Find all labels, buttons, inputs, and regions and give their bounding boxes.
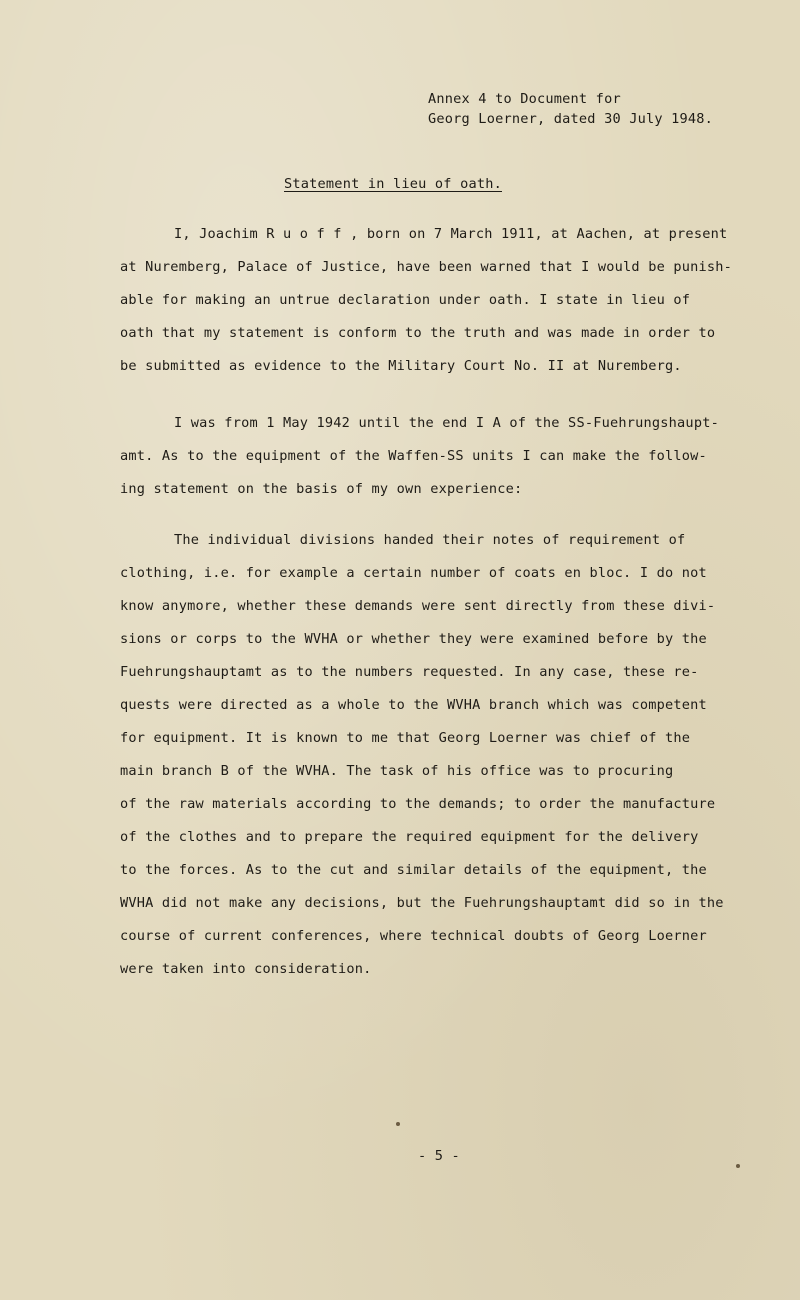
paragraph-line: quests were directed as a whole to the WVHA branch which was competent [120,697,707,713]
paragraph-line: of the raw materials according to the demands; to order the manufacture [120,796,716,812]
paragraph-line: to the forces. As to the cut and similar details of the equipment, the [120,862,707,878]
paragraph-line: were taken into consideration. [120,961,372,977]
paragraph-line: oath that my statement is conform to the truth and was made in order to [120,325,716,341]
paragraph-line: for equipment. It is known to me that Georg Loerner was chief of the [120,730,691,746]
paragraph-line: be submitted as evidence to the Military Court No. II at Nuremberg. [120,358,682,374]
paragraph-line: WVHA did not make any decisions, but the Fuehrungshauptamt did so in the [120,895,724,911]
page-number: - 5 - [418,1148,460,1164]
paragraph-1 [120,218,740,383]
document-title: Statement in lieu of oath. [284,176,502,192]
paper-speck [396,1122,400,1126]
paragraph-line: course of current conferences, where technical doubts of Georg Loerner [120,928,707,944]
document-header [428,89,713,129]
paragraph-line: at Nuremberg, Palace of Justice, have been warned that I would be punish- [120,259,733,275]
paragraph-line: sions or corps to the WVHA or whether they were examined before by the [120,631,707,647]
paragraph-line: The individual divisions handed their notes of requirement of [174,532,686,548]
paragraph-line: main branch B of the WVHA. The task of his office was to procuring [120,763,674,779]
paragraph-line: I was from 1 May 1942 until the end I A of the SS-Fuehrungshaupt- [174,415,719,431]
paper-speck [736,1164,740,1168]
paragraph-line: Fuehrungshauptamt as to the numbers requested. In any case, these re- [120,664,699,680]
header-line-1: Annex 4 to Document for [428,91,621,107]
header-line-2: Georg Loerner, dated 30 July 1948. [428,111,714,127]
paragraph-line: ing statement on the basis of my own experience: [120,481,523,497]
paragraph-line: able for making an untrue declaration under oath. I state in lieu of [120,292,691,308]
paragraph-3 [120,524,740,986]
paragraph-line: I, Joachim R u o f f , born on 7 March 1911, at Aachen, at present [174,226,728,242]
paragraph-line: know anymore, whether these demands were sent directly from these divi- [120,598,716,614]
paragraph-2 [120,407,740,506]
paragraph-line: amt. As to the equipment of the Waffen-SS units I can make the follow- [120,448,707,464]
paragraph-line: clothing, i.e. for example a certain number of coats en bloc. I do not [120,565,707,581]
paragraph-line: of the clothes and to prepare the required equipment for the delivery [120,829,699,845]
